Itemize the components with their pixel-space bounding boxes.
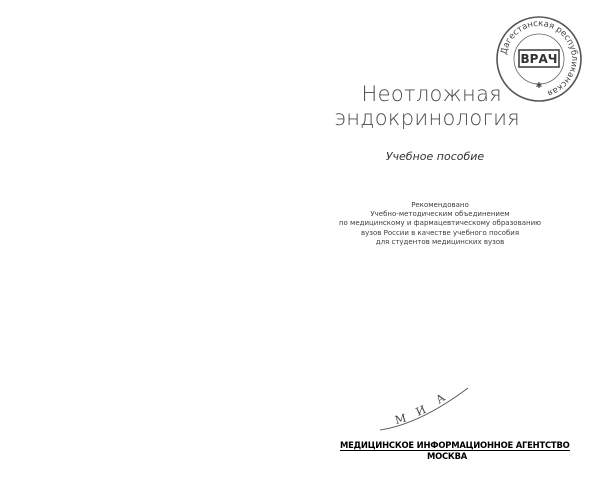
stamp-star-icon: ✱ [535, 81, 543, 90]
recommendation-line: для студентов медицинских вузов [375, 237, 505, 246]
publisher-city: МОСКВА [426, 451, 468, 461]
publisher-logo [360, 380, 480, 440]
book-title-line2: эндокринология [334, 106, 520, 130]
recommendation-line: вузов России в качестве учебного пособия [360, 228, 520, 237]
book-title-line1: Неотложная [361, 82, 502, 106]
book-subtitle: Учебное пособие [385, 150, 485, 163]
publisher-line1: МЕДИЦИНСКОЕ ИНФОРМАЦИОННОЕ АГЕНТСТВО [340, 440, 570, 450]
recommendation-line: по медицинскому и фармацевтическому образованию [338, 219, 542, 228]
stamp-ring-text: Дагестанская республиканская [499, 18, 580, 98]
recommendation-block [330, 201, 550, 247]
logo-letter-m: М [393, 411, 408, 427]
publisher-name [340, 440, 570, 461]
recommendation-line: Рекомендовано [411, 201, 469, 209]
recommendation-line: Учебно-методическим объединением [370, 210, 510, 219]
library-stamp [494, 14, 584, 104]
logo-letter-i: И [413, 402, 428, 419]
stamp-center-text: ВРАЧ [520, 52, 558, 66]
logo-letter-a: А [433, 391, 448, 407]
